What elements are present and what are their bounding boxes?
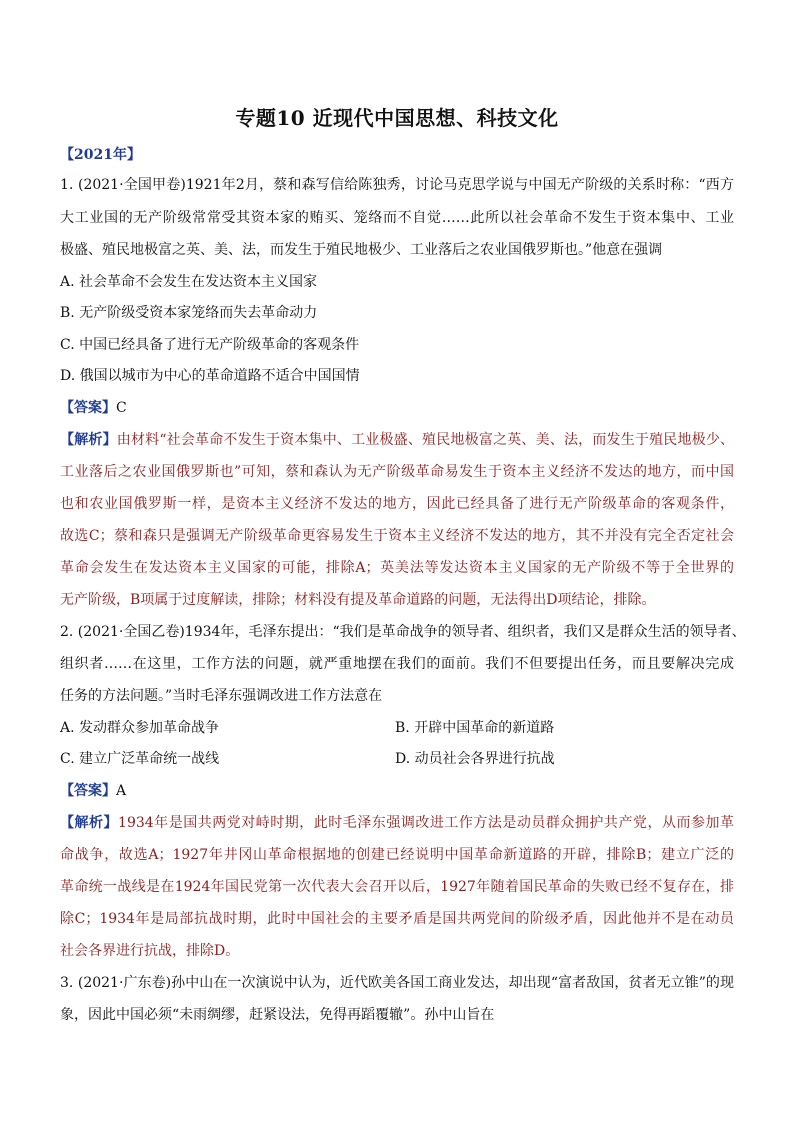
answer-value: A <box>116 783 127 799</box>
q2-analysis-line-1 <box>60 813 734 833</box>
q1-analysis-line-4: 故选C；蔡和森只是强调无产阶级革命更容易发生于资本主义经济不发达的地方，其不并没有完全否定社会 <box>60 528 734 544</box>
q1-option-b: B. 无产阶级受资本家笼络而失去革命动力 <box>60 305 318 321</box>
page-title: 专题10 近现代中国思想、科技文化 <box>235 106 559 130</box>
q2-analysis-line-4: 除C；1934年是局部抗战时期，此时中国社会的主要矛盾是国共两党间的阶级矛盾，因此他并不是在动员 <box>60 911 734 927</box>
answer-label: 【答案】 <box>60 783 116 799</box>
analysis-text: 由材料“社会革命不发生于资本集中、工业极盛、殖民地极富之英、美、法，而发生于殖民地极少、 <box>116 432 735 448</box>
answer-label: 【答案】 <box>60 400 116 416</box>
analysis-text: 1934年是国共两党对峙时期，此时毛泽东强调改进工作方法是动员群众拥护共产党，从而参加革 <box>118 815 735 831</box>
q1-analysis-line-2: 工业落后之农业国俄罗斯也”可知，蔡和森认为无产阶级革命易发生于资本主义经济不发达的地方，而中国 <box>60 464 734 480</box>
q2-analysis-line-2: 命战争，故选A；1927年井冈山革命根据地的创建已经说明中国革命新道路的开辟，排除B；建立广泛的 <box>60 847 734 863</box>
answer-value: C <box>116 400 127 416</box>
q1-stem-line-3: 极盛、殖民地极富之英、美、法，而发生于殖民地极少、工业落后之农业国俄罗斯也。”他意在强调 <box>60 242 663 258</box>
q1-analysis-line-6: 无产阶级，B项属于过度解读，排除；材料没有提及革命道路的问题，无法得出D项结论，排除。 <box>60 592 656 608</box>
q1-option-d: D. 俄国以城市为中心的革命道路不适合中国国情 <box>60 368 360 384</box>
q1-analysis-line-1 <box>60 430 734 450</box>
q2-option-a: A. 发动群众参加革命战争 <box>60 720 220 736</box>
q1-option-a: A. 社会革命不会发生在发达资本主义国家 <box>60 274 318 290</box>
q1-analysis-line-3: 也和农业国俄罗斯一样，是资本主义经济不发达的地方，因此已经具备了进行无产阶级革命的客观条件， <box>60 496 734 512</box>
q2-analysis-line-3: 革命统一战线是在1924年国民党第一次代表大会召开以后，1927年随着国民革命的失败已经不复存在，排 <box>60 879 734 895</box>
section-heading: 【2021年】 <box>60 147 141 163</box>
q2-option-b: B. 开辟中国革命的新道路 <box>395 720 555 736</box>
q1-analysis-line-5: 革命会发生在发达资本主义国家的可能，排除A；英美法等发达资本主义国家的无产阶级不等于全世界的 <box>60 560 734 576</box>
q2-stem-line-2: 组织者……在这里，工作方法的问题，就严重地摆在我们的面前。我们不但要提出任务，而且要解决完成 <box>60 656 734 672</box>
q3-stem-line-2: 象，因此中国必须“未雨绸缪，赶紧设法，免得再蹈覆辙”。孙中山旨在 <box>60 1007 495 1023</box>
q2-analysis-line-5: 社会各界进行抗战，排除D。 <box>60 943 240 959</box>
q2-stem-line-1: 2. (2021·全国乙卷)1934年，毛泽东提出：“我们是革命战争的领导者、组织者，我们又是群众生活的领导者、 <box>60 624 746 640</box>
analysis-label: 【解析】 <box>60 432 117 448</box>
q2-option-d: D. 动员社会各界进行抗战 <box>395 751 555 767</box>
q1-option-c: C. 中国已经具备了进行无产阶级革命的客观条件 <box>60 337 360 353</box>
q1-stem-line-2: 大工业国的无产阶级常常受其资本家的贿买、笼络而不自觉……此所以社会革命不发生于资本集中、工业 <box>60 210 734 226</box>
analysis-label: 【解析】 <box>60 815 119 831</box>
q1-answer <box>60 398 127 418</box>
q2-stem-line-3: 任务的方法问题。”当时毛泽东强调改进工作方法意在 <box>60 688 383 704</box>
q3-stem-line-1: 3. (2021·广东卷)孙中山在一次演说中认为，近代欧美各国工商业发达，却出现“富者敌国，贫者无立锥”的现 <box>60 975 734 991</box>
q1-stem-line-1: 1. (2021·全国甲卷)1921年2月，蔡和森写信给陈独秀，讨论马克思学说与中国无产阶级的关系时称：“西方 <box>60 177 734 193</box>
q2-option-c: C. 建立广泛革命统一战线 <box>60 751 220 767</box>
q2-answer <box>60 781 126 801</box>
